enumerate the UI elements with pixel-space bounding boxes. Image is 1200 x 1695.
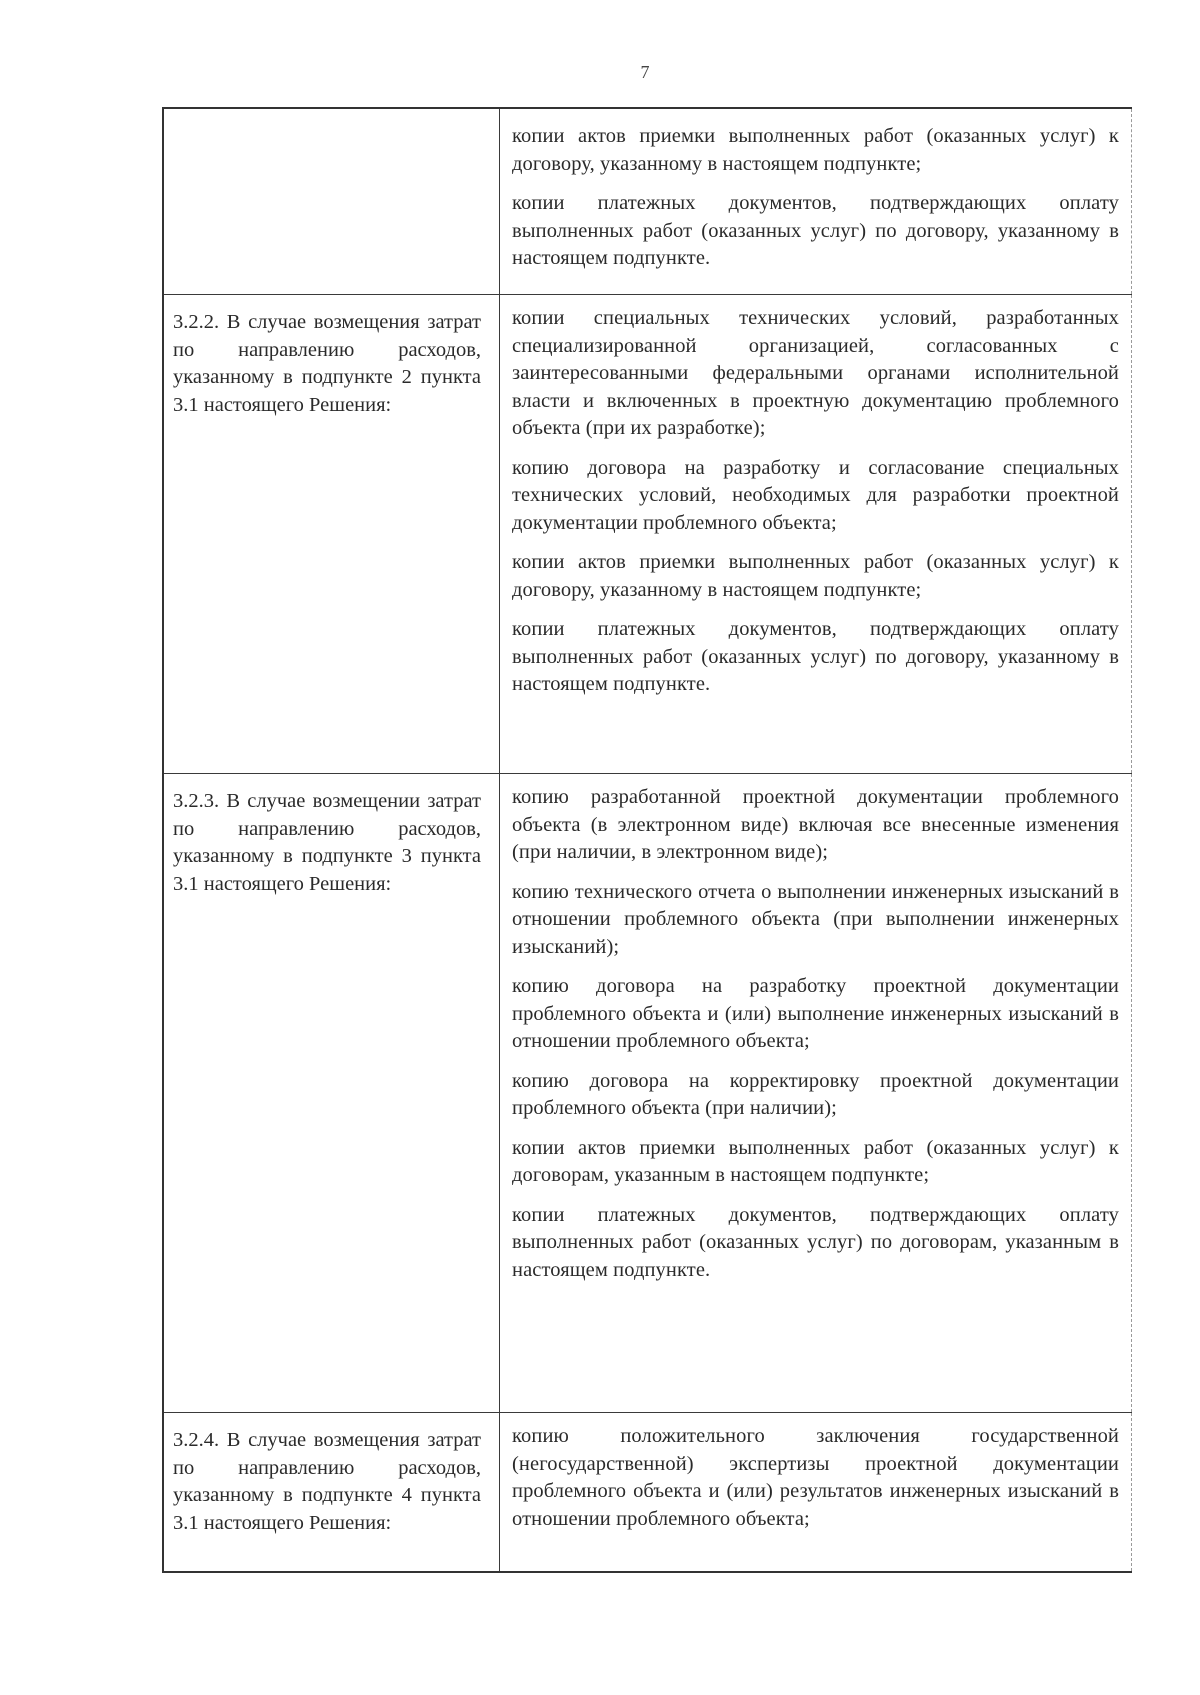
- requirements-table: [162, 107, 1132, 1573]
- table-row: [163, 295, 1132, 774]
- document-item: копии актов приемки выполненных работ (оказанных услуг) к договору, указанному в настоящем подпункте;: [512, 125, 1119, 175]
- document-item: копии платежных документов, подтверждающих оплату выполненных работ (оказанных услуг) по договорам, указанным в настоящем подпункте.: [512, 1203, 1119, 1281]
- document-item: копии специальных технических условий, разработанных специализированной организацией, согласованных с заинтересованными федеральными органами исполнительной власти и включенных в проектную документацию проблемного объекта (при их разработке);: [512, 307, 1119, 439]
- document-item: копию договора на корректировку проектной документации проблемного объекта (при наличии);: [512, 1069, 1119, 1119]
- right-cell: [500, 774, 1132, 1413]
- left-cell: [163, 108, 500, 295]
- page-number: 7: [640, 62, 650, 82]
- document-item: копии актов приемки выполненных работ (оказанных услуг) к договорам, указанным в настоящем подпункте;: [512, 1136, 1119, 1186]
- left-cell: [163, 1413, 500, 1573]
- document-item: копии платежных документов, подтверждающих оплату выполненных работ (оказанных услуг) по договору, указанному в настоящем подпункте.: [512, 192, 1119, 269]
- document-item: копию договора на разработку и согласование специальных технических условий, необходимых для разработки проектной документации проблемного объекта;: [512, 456, 1119, 534]
- right-cell: [500, 108, 1132, 295]
- left-cell: [163, 295, 500, 774]
- right-cell: [500, 295, 1132, 774]
- document-item: копии актов приемки выполненных работ (оказанных услуг) к договору, указанному в настоящем подпункте;: [512, 551, 1119, 601]
- document-item: копию разработанной проектной документации проблемного объекта (в электронном виде) включая все внесенные изменения (при наличии, в электронном виде);: [512, 786, 1119, 863]
- right-cell: [500, 1413, 1132, 1573]
- table-row: [163, 108, 1132, 295]
- left-cell: [163, 774, 500, 1413]
- table-row: [163, 774, 1132, 1413]
- table-row: [163, 1413, 1132, 1573]
- document-item: копию технического отчета о выполнении инженерных изысканий в отношении проблемного объекта (при выполнении инженерных изысканий);: [512, 880, 1119, 958]
- left-cell-text: 3.2.4. В случае возмещения затрат по направлению расходов, указанному в подпункте 4 пункта 3.1 настоящего Решения:: [173, 1429, 481, 1534]
- document-item: копию положительного заключения государственной (негосударственной) экспертизы проектной документации проблемного объекта и (или) результатов инженерных изысканий в отношении проблемного объекта;: [512, 1425, 1119, 1530]
- left-cell-text: 3.2.3. В случае возмещении затрат по направлению расходов, указанному в подпункте 3 пункта 3.1 настоящего Решения:: [173, 790, 481, 895]
- document-item: копию договора на разработку проектной документации проблемного объекта и (или) выполнение инженерных изысканий в отношении проблемного объекта;: [512, 975, 1119, 1052]
- left-cell-text: [164, 109, 499, 133]
- left-cell-text: 3.2.2. В случае возмещения затрат по направлению расходов, указанному в подпункте 2 пункта 3.1 настоящего Решения:: [173, 311, 481, 416]
- document-item: копии платежных документов, подтверждающих оплату выполненных работ (оказанных услуг) по договору, указанному в настоящем подпункте.: [512, 618, 1119, 695]
